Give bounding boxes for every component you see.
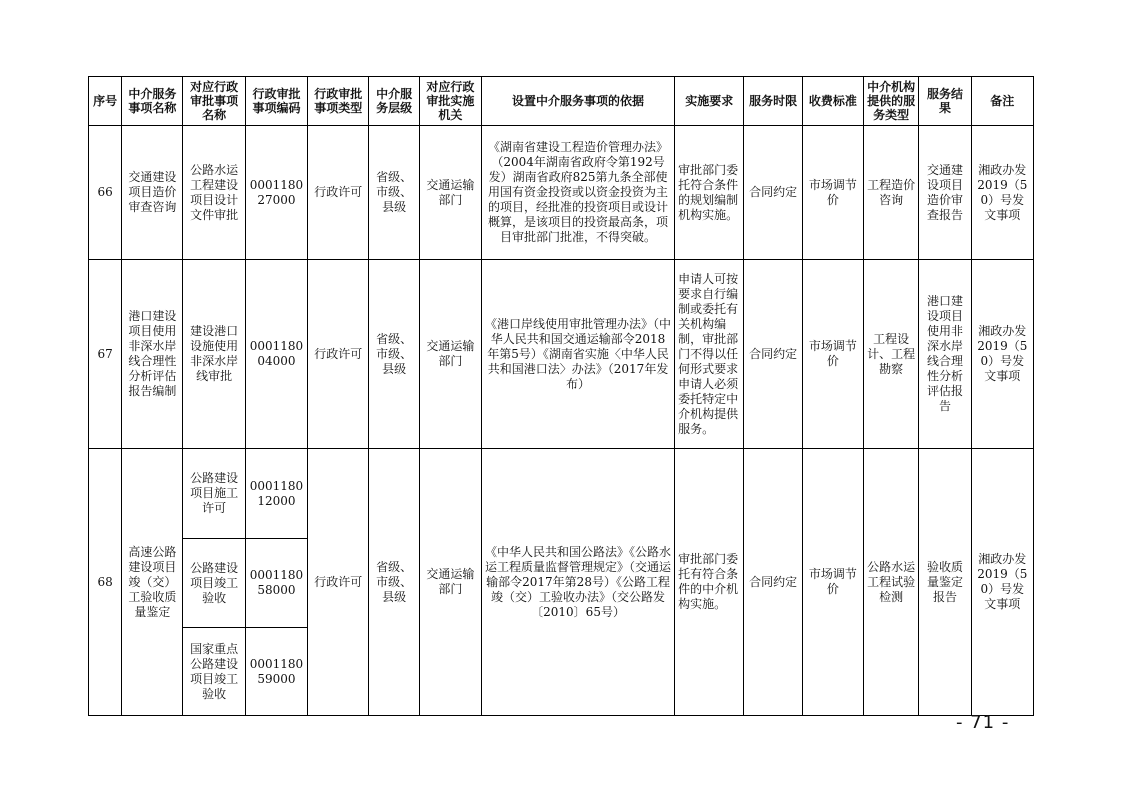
service-type: 公路水运工程试验检测 [864, 449, 919, 716]
service-name: 交通建设项目造价审查咨询 [122, 126, 183, 260]
approval-type: 行政许可 [308, 260, 369, 449]
legal-basis: 《湖南省建设工程造价管理办法》（2004年湖南省政府令第192号发）湖南省政府825第九条全部使用国有资金投资或以资金投资为主的项目，经批准的投资项目或设计概算，是该项目的投资最高条，项目审批部门批准，不得突破。 [482, 126, 675, 260]
header-cell: 序号 [89, 77, 122, 126]
approval-code: 000118058000 [245, 539, 307, 628]
service-type: 工程设计、工程勘察 [864, 260, 919, 449]
implementation-requirement: 审批部门委托符合条件的规划编制机构实施。 [675, 126, 744, 260]
service-name: 港口建设项目使用非深水岸线合理性分析评估报告编制 [122, 260, 183, 449]
header-cell: 服务时限 [744, 77, 802, 126]
service-result: 交通建设项目造价审查报告 [919, 126, 971, 260]
header-cell: 收费标准 [802, 77, 863, 126]
approval-code: 000118012000 [245, 449, 307, 539]
approval-code: 000118004000 [245, 260, 307, 449]
approval-name: 公路建设项目竣工验收 [183, 539, 245, 628]
approval-name: 建设港口设施使用非深水岸线审批 [183, 260, 245, 449]
service-time-limit: 合同约定 [744, 126, 802, 260]
header-cell: 中介服务事项名称 [122, 77, 183, 126]
row-number: 68 [89, 449, 122, 716]
table-row [89, 126, 1034, 260]
service-result: 验收质量鉴定报告 [919, 449, 971, 716]
approval-code: 000118027000 [245, 126, 307, 260]
service-level: 省级、市级、县级 [369, 449, 419, 716]
approval-name: 国家重点公路建设项目竣工验收 [183, 628, 245, 716]
header-cell: 对应行政审批实施机关 [419, 77, 481, 126]
approval-name: 公路建设项目施工许可 [183, 449, 245, 539]
row-number: 66 [89, 126, 122, 260]
service-time-limit: 合同约定 [744, 260, 802, 449]
header-cell: 对应行政审批事项名称 [183, 77, 245, 126]
fee-standard: 市场调节价 [802, 126, 863, 260]
header-cell: 备注 [971, 77, 1033, 126]
service-result: 港口建设项目使用非深水岸线合理性分析评估报告 [919, 260, 971, 449]
approval-agency: 交通运输部门 [419, 126, 481, 260]
approval-agency: 交通运输部门 [419, 449, 481, 716]
service-time-limit: 合同约定 [744, 449, 802, 716]
table-row [89, 260, 1034, 449]
row-number: 67 [89, 260, 122, 449]
header-cell: 中介机构提供的服务类型 [864, 77, 919, 126]
remark: 湘政办发2019（50）号发文事项 [971, 449, 1033, 716]
legal-basis: 《港口岸线使用审批管理办法》（中华人民共和国交通运输部令2018年第5号）《湖南省实施〈中华人民共和国港口法〉办法》（2017年发布） [482, 260, 675, 449]
approval-code: 000118059000 [245, 628, 307, 716]
remark: 湘政办发2019（50）号发文事项 [971, 126, 1033, 260]
header-cell: 中介服务层级 [369, 77, 419, 126]
approval-name: 公路水运工程建设项目设计文件审批 [183, 126, 245, 260]
implementation-requirement: 审批部门委托有符合条件的中介机构实施。 [675, 449, 744, 716]
approval-type: 行政许可 [308, 126, 369, 260]
remark: 湘政办发2019（50）号发文事项 [971, 260, 1033, 449]
service-level: 省级、市级、县级 [369, 126, 419, 260]
table-header-row [89, 77, 1034, 126]
legal-basis: 《中华人民共和国公路法》《公路水运工程质量监督管理规定》（交通运输部令2017年第28号）《公路工程竣（交）工验收办法》（交公路发〔2010〕65号） [482, 449, 675, 716]
service-level: 省级、市级、县级 [369, 260, 419, 449]
header-cell: 实施要求 [675, 77, 744, 126]
implementation-requirement: 申请人可按要求自行编制或委托有关机构编制，审批部门不得以任何形式要求申请人必须委托特定中介机构提供服务。 [675, 260, 744, 449]
service-name: 高速公路建设项目竣（交）工验收质量鉴定 [122, 449, 183, 716]
fee-standard: 市场调节价 [802, 260, 863, 449]
approval-type: 行政许可 [308, 449, 369, 716]
header-cell: 行政审批事项类型 [308, 77, 369, 126]
approval-agency: 交通运输部门 [419, 260, 481, 449]
page-number: - 71 - [956, 712, 1010, 733]
fee-standard: 市场调节价 [802, 449, 863, 716]
service-items-table [88, 76, 1034, 716]
header-cell: 服务结果 [919, 77, 971, 126]
header-cell: 行政审批事项编码 [245, 77, 307, 126]
table-row [89, 449, 1034, 539]
header-cell: 设置中介服务事项的依据 [482, 77, 675, 126]
service-type: 工程造价咨询 [864, 126, 919, 260]
